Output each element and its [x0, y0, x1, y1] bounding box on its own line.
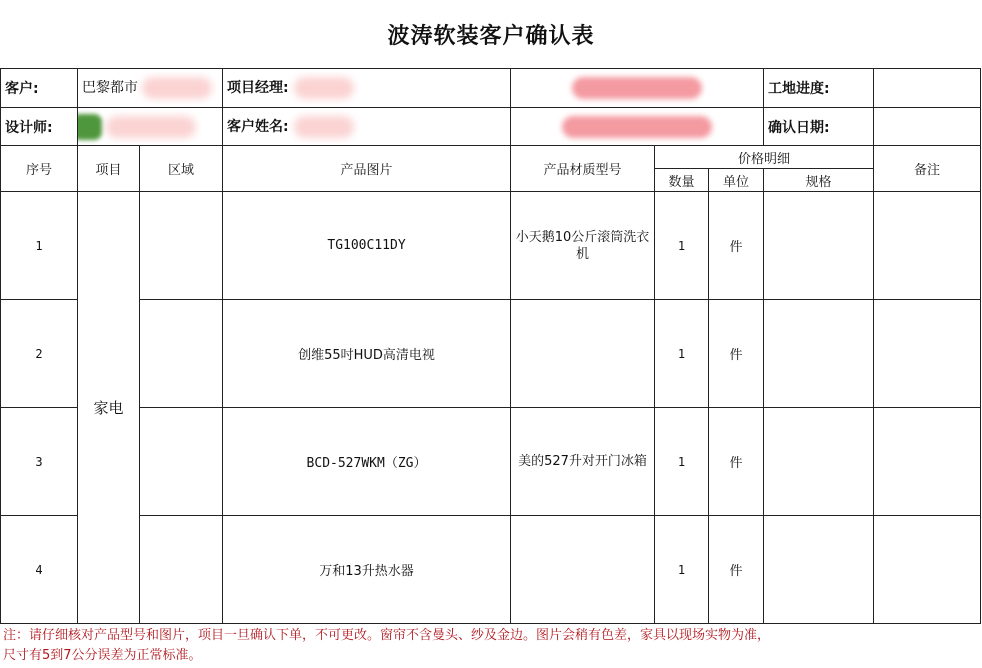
row-material: [511, 516, 655, 624]
note-line-1: 注：请仔细核对产品型号和图片，项目一旦确认下单，不可更改。窗帘不含曼头、纱及金边。图片会稍有色差，家具以现场实物为准，: [3, 628, 771, 643]
row-image: 创维55吋HUD高清电视: [223, 300, 511, 408]
redacted-designer-mark: [78, 114, 103, 140]
row-area: [140, 192, 223, 300]
table-row: [1, 192, 981, 300]
row-unit: 件: [709, 516, 764, 624]
row-quantity: 1: [655, 408, 709, 516]
table-row: [1, 300, 981, 408]
progress-label: 工地进度:: [764, 69, 874, 108]
pm-phone-cell: [511, 69, 764, 108]
confirmation-table: [0, 68, 981, 624]
row-remark: [874, 192, 981, 300]
row-unit: 件: [709, 192, 764, 300]
header-row-1: [1, 146, 981, 169]
row-area: [140, 300, 223, 408]
header-remark: 备注: [874, 146, 981, 192]
row-index: 4: [1, 516, 78, 624]
redacted-pm: [294, 77, 354, 99]
row-quantity: 1: [655, 300, 709, 408]
confirm-date-label: 确认日期:: [764, 108, 874, 146]
row-quantity: 1: [655, 192, 709, 300]
customer-value: 巴黎都市: [82, 80, 138, 96]
row-index: 2: [1, 300, 78, 408]
row-spec: [764, 516, 874, 624]
header-project: 项目: [78, 146, 140, 192]
designer-label: 设计师:: [5, 119, 53, 136]
client-name-cell: [223, 108, 511, 146]
note-line-2: 尺寸有5到7公分误差为正常标准。: [3, 648, 202, 663]
customer-value-cell: [78, 69, 223, 108]
row-image: 万和13升热水器: [223, 516, 511, 624]
client-phone-cell: [511, 108, 764, 146]
header-quantity: 数量: [655, 169, 709, 192]
header-index: 序号: [1, 146, 78, 192]
header-area: 区域: [140, 146, 223, 192]
row-unit: 件: [709, 300, 764, 408]
pm-label: 项目经理:: [227, 80, 289, 96]
row-area: [140, 408, 223, 516]
row-material: 小天鹅10公斤滚筒洗衣机: [511, 192, 655, 300]
header-price-detail: 价格明细: [655, 146, 874, 169]
table-row: [1, 516, 981, 624]
row-spec: [764, 192, 874, 300]
confirm-date-value: [874, 108, 981, 146]
row-remark: [874, 408, 981, 516]
redacted-client-phone: [562, 116, 712, 138]
row-spec: [764, 300, 874, 408]
client-name-label: 客户姓名:: [227, 118, 289, 135]
row-material: 美的527升对开门冰箱: [511, 408, 655, 516]
project-group: 家电: [78, 192, 140, 624]
row-index: 1: [1, 192, 78, 300]
row-image: TG100C11DY: [223, 192, 511, 300]
header-unit: 单位: [709, 169, 764, 192]
row-quantity: 1: [655, 516, 709, 624]
info-row-1: [1, 69, 981, 108]
row-spec: [764, 408, 874, 516]
pm-cell: [223, 69, 511, 108]
row-area: [140, 516, 223, 624]
progress-value: [874, 69, 981, 108]
row-image: BCD-527WKM（ZG）: [223, 408, 511, 516]
row-remark: [874, 300, 981, 408]
customer-label: 客户:: [1, 69, 78, 108]
header-material: 产品材质型号: [511, 146, 655, 192]
row-unit: 件: [709, 408, 764, 516]
page-title: 波涛软装客户确认表: [387, 22, 595, 49]
designer-value-cell: [78, 108, 223, 146]
row-index: 3: [1, 408, 78, 516]
row-material: [511, 300, 655, 408]
info-row-2: [1, 108, 981, 146]
header-spec: 规格: [764, 169, 874, 192]
redacted-pm-phone: [572, 77, 702, 99]
redacted-customer: [142, 77, 212, 99]
header-image: 产品图片: [223, 146, 511, 192]
redacted-client-name: [294, 116, 354, 138]
footer-note: [0, 626, 982, 668]
row-remark: [874, 516, 981, 624]
table-row: [1, 408, 981, 516]
redacted-designer: [106, 116, 196, 138]
designer-cell: [1, 108, 78, 146]
